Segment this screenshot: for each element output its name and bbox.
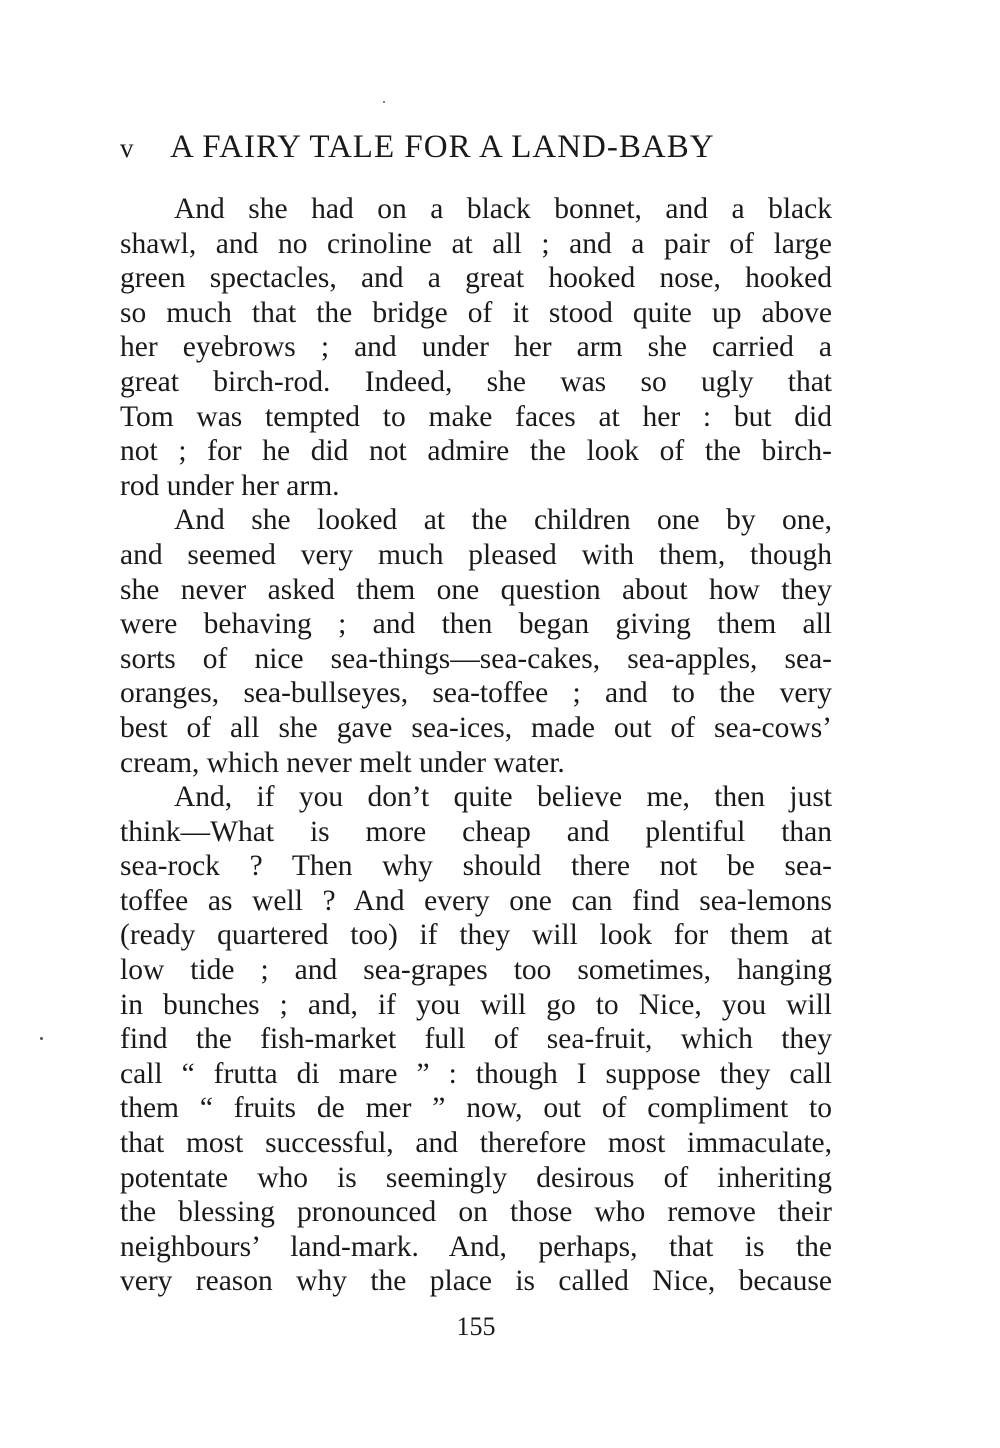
text-line: were behaving ; and then began giving them all (120, 608, 832, 641)
text-line: rod under her arm. (120, 469, 340, 502)
text-line: great birch-rod. Indeed, she was so ugly that (120, 365, 832, 398)
text-line: them “ fruits de mer ” now, out of compliment to (120, 1092, 832, 1125)
ink-speck (383, 101, 385, 103)
text-line: call “ frutta di mare ” : though I suppose they call (120, 1057, 832, 1090)
text-line: And she had on a black bonnet, and a black (174, 193, 832, 225)
ink-speck (40, 1037, 43, 1040)
chapter-number: v (120, 133, 135, 163)
text-line: sorts of nice sea-things—sea-cakes, sea-apples, sea- (120, 642, 832, 675)
text-line: think—What is more cheap and plentiful than (120, 815, 832, 848)
body-text (120, 192, 832, 1299)
text-line: oranges, sea-bullseyes, sea-toffee ; and to the very (120, 677, 832, 710)
text-line: she never asked them one question about how they (120, 573, 832, 606)
text-line: that most successful, and therefore most immaculate, (120, 1127, 832, 1160)
text-line: shawl, and no crinoline at all ; and a pair of large (120, 227, 832, 260)
paragraph (120, 503, 832, 780)
running-head (120, 127, 832, 167)
running-title: A FAIRY TALE FOR A LAND-BABY (170, 129, 715, 165)
text-line: green spectacles, and a great hooked nose, hooked (120, 262, 832, 295)
text-line: find the fish-market full of sea-fruit, which they (120, 1023, 832, 1056)
page-number: 155 (456, 1312, 496, 1341)
text-line: And she looked at the children one by one, (174, 504, 832, 537)
text-line: neighbours’ land-mark. And, perhaps, that is the (120, 1230, 832, 1263)
text-line: the blessing pronounced on those who remove their (120, 1196, 832, 1229)
text-line: low tide ; and sea-grapes too sometimes, hanging (120, 954, 832, 987)
book-page (120, 0, 832, 1448)
text-line: (ready quartered too) if they will look for them at (120, 919, 832, 952)
paragraph (120, 192, 832, 503)
text-line: potentate who is seemingly desirous of inheriting (120, 1161, 832, 1194)
text-line: not ; for he did not admire the look of the birch- (120, 435, 832, 468)
text-line: toffee as well ? And every one can find sea-lemons (120, 884, 832, 917)
paragraph (120, 780, 832, 1299)
text-line: so much that the bridge of it stood quite up above (120, 296, 832, 329)
text-line: Tom was tempted to make faces at her : but did (120, 400, 832, 433)
text-line: her eyebrows ; and under her arm she carried a (120, 331, 832, 364)
text-line: very reason why the place is called Nice, because (120, 1265, 832, 1298)
text-line: And, if you don’t quite believe me, then just (174, 781, 832, 814)
text-line: sea-rock ? Then why should there not be sea- (120, 850, 832, 883)
text-line: in bunches ; and, if you will go to Nice, you will (120, 988, 832, 1021)
text-line: and seemed very much pleased with them, though (120, 538, 832, 571)
text-line: best of all she gave sea-ices, made out of sea-cows’ (120, 711, 832, 744)
text-line: cream, which never melt under water. (120, 746, 565, 779)
